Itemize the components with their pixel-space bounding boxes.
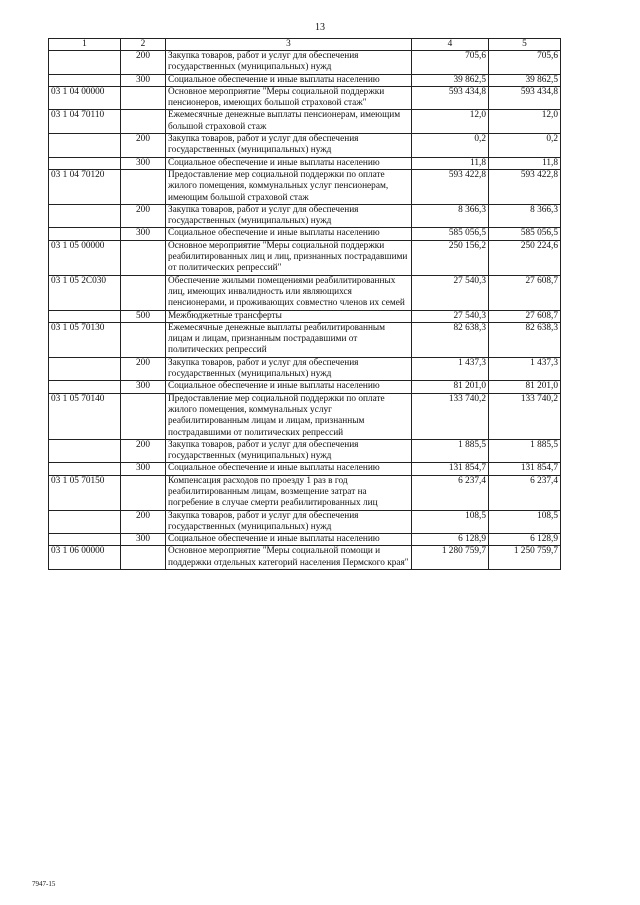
target-code-cell: 03 1 05 70130	[49, 322, 121, 357]
expense-type-cell: 200	[121, 134, 166, 158]
target-code-cell	[49, 228, 121, 240]
table-row	[49, 240, 561, 275]
expense-type-cell: 300	[121, 157, 166, 169]
amount-col5-cell: 6 128,9	[489, 534, 561, 546]
amount-col4-cell: 27 540,3	[412, 310, 489, 322]
amount-col4-cell: 27 540,3	[412, 275, 489, 310]
table-row	[49, 204, 561, 228]
header-cell-1: 1	[49, 39, 121, 51]
amount-col4-cell: 8 366,3	[412, 204, 489, 228]
target-code-cell	[49, 204, 121, 228]
amount-col5-cell: 82 638,3	[489, 322, 561, 357]
amount-col4-cell: 0,2	[412, 134, 489, 158]
target-code-cell: 03 1 06 00000	[49, 546, 121, 570]
table-row	[49, 134, 561, 158]
item-name-cell: Закупка товаров, работ и услуг для обеспечения государственных (муниципальных) нужд	[166, 204, 412, 228]
amount-col5-cell: 27 608,7	[489, 275, 561, 310]
amount-col4-cell: 1 280 759,7	[412, 546, 489, 570]
table-row	[49, 322, 561, 357]
item-name-cell: Основное мероприятие "Меры социальной помощи и поддержки отдельных категорий населения Пермского края"	[166, 546, 412, 570]
table-row	[49, 74, 561, 86]
expense-type-cell	[121, 275, 166, 310]
expense-type-cell: 300	[121, 534, 166, 546]
item-name-cell: Межбюджетные трансферты	[166, 310, 412, 322]
amount-col5-cell: 39 862,5	[489, 74, 561, 86]
amount-col4-cell: 11,8	[412, 157, 489, 169]
item-name-cell: Социальное обеспечение и иные выплаты населению	[166, 381, 412, 393]
amount-col5-cell: 8 366,3	[489, 204, 561, 228]
item-name-cell: Основное мероприятие "Меры социальной поддержки пенсионеров, имеющих большой страховой стаж"	[166, 86, 412, 110]
amount-col5-cell: 11,8	[489, 157, 561, 169]
amount-col5-cell: 6 237,4	[489, 475, 561, 510]
amount-col5-cell: 250 224,6	[489, 240, 561, 275]
target-code-cell	[49, 381, 121, 393]
item-name-cell: Предоставление мер социальной поддержки по оплате жилого помещения, коммунальных услуг реабилитированным лицам и лицам, признанным пострадавшими от политических репрессий	[166, 393, 412, 439]
header-cell-2: 2	[121, 39, 166, 51]
amount-col4-cell: 585 056,5	[412, 228, 489, 240]
table-row	[49, 275, 561, 310]
amount-col4-cell: 39 862,5	[412, 74, 489, 86]
amount-col4-cell: 81 201,0	[412, 381, 489, 393]
expense-type-cell: 200	[121, 51, 166, 75]
target-code-cell	[49, 74, 121, 86]
item-name-cell: Закупка товаров, работ и услуг для обеспечения государственных (муниципальных) нужд	[166, 134, 412, 158]
expense-type-cell: 300	[121, 463, 166, 475]
target-code-cell: 03 1 04 70120	[49, 169, 121, 204]
item-name-cell: Социальное обеспечение и иные выплаты населению	[166, 534, 412, 546]
expense-type-cell: 300	[121, 74, 166, 86]
amount-col5-cell: 27 608,7	[489, 310, 561, 322]
item-name-cell: Социальное обеспечение и иные выплаты населению	[166, 157, 412, 169]
item-name-cell: Компенсация расходов по проезду 1 раз в год реабилитированным лицам, возмещение затрат на погребение в случае смерти реабилитированных лиц	[166, 475, 412, 510]
item-name-cell: Закупка товаров, работ и услуг для обеспечения государственных (муниципальных) нужд	[166, 510, 412, 534]
amount-col5-cell: 0,2	[489, 134, 561, 158]
header-row	[49, 39, 561, 51]
amount-col5-cell: 585 056,5	[489, 228, 561, 240]
table-row	[49, 381, 561, 393]
amount-col5-cell: 81 201,0	[489, 381, 561, 393]
amount-col4-cell: 131 854,7	[412, 463, 489, 475]
target-code-cell: 03 1 05 70140	[49, 393, 121, 439]
table-row	[49, 439, 561, 463]
budget-table	[48, 38, 561, 570]
amount-col4-cell: 6 237,4	[412, 475, 489, 510]
table-row	[49, 169, 561, 204]
amount-col4-cell: 593 434,8	[412, 86, 489, 110]
expense-type-cell: 500	[121, 310, 166, 322]
table-row	[49, 157, 561, 169]
header-cell-3: 3	[166, 39, 412, 51]
table-row	[49, 110, 561, 134]
target-code-cell	[49, 51, 121, 75]
amount-col4-cell: 133 740,2	[412, 393, 489, 439]
expense-type-cell	[121, 169, 166, 204]
table-row	[49, 86, 561, 110]
amount-col5-cell: 1 885,5	[489, 439, 561, 463]
table-row	[49, 310, 561, 322]
amount-col4-cell: 705,6	[412, 51, 489, 75]
amount-col4-cell: 6 128,9	[412, 534, 489, 546]
item-name-cell: Ежемесячные денежные выплаты реабилитированным лицам и лицам, признанным пострадавшими от политических репрессий	[166, 322, 412, 357]
table-row	[49, 228, 561, 240]
table-row	[49, 510, 561, 534]
amount-col5-cell: 12,0	[489, 110, 561, 134]
target-code-cell	[49, 357, 121, 381]
target-code-cell: 03 1 04 00000	[49, 86, 121, 110]
table-row	[49, 546, 561, 570]
table-row	[49, 475, 561, 510]
header-cell-5: 5	[489, 39, 561, 51]
target-code-cell	[49, 134, 121, 158]
amount-col4-cell: 593 422,8	[412, 169, 489, 204]
target-code-cell	[49, 463, 121, 475]
target-code-cell	[49, 157, 121, 169]
amount-col4-cell: 1 437,3	[412, 357, 489, 381]
header-cell-4: 4	[412, 39, 489, 51]
amount-col5-cell: 108,5	[489, 510, 561, 534]
amount-col4-cell: 1 885,5	[412, 439, 489, 463]
table-row	[49, 534, 561, 546]
item-name-cell: Социальное обеспечение и иные выплаты населению	[166, 228, 412, 240]
item-name-cell: Закупка товаров, работ и услуг для обеспечения государственных (муниципальных) нужд	[166, 51, 412, 75]
amount-col4-cell: 108,5	[412, 510, 489, 534]
amount-col4-cell: 82 638,3	[412, 322, 489, 357]
expense-type-cell: 200	[121, 439, 166, 463]
table-row	[49, 51, 561, 75]
amount-col4-cell: 250 156,2	[412, 240, 489, 275]
expense-type-cell	[121, 546, 166, 570]
expense-type-cell: 200	[121, 357, 166, 381]
target-code-cell: 03 1 05 70150	[49, 475, 121, 510]
page-number: 13	[315, 22, 325, 33]
amount-col5-cell: 705,6	[489, 51, 561, 75]
expense-type-cell: 300	[121, 381, 166, 393]
target-code-cell: 03 1 04 70110	[49, 110, 121, 134]
amount-col5-cell: 131 854,7	[489, 463, 561, 475]
expense-type-cell: 300	[121, 228, 166, 240]
item-name-cell: Основное мероприятие "Меры социальной поддержки реабилитированных лиц и лиц, признанных пострадавшими от политических репрессий"	[166, 240, 412, 275]
table-row	[49, 463, 561, 475]
amount-col4-cell: 12,0	[412, 110, 489, 134]
footer-code: 7947-15	[32, 880, 56, 888]
expense-type-cell: 200	[121, 204, 166, 228]
amount-col5-cell: 593 422,8	[489, 169, 561, 204]
item-name-cell: Социальное обеспечение и иные выплаты населению	[166, 463, 412, 475]
amount-col5-cell: 133 740,2	[489, 393, 561, 439]
expense-type-cell	[121, 86, 166, 110]
amount-col5-cell: 1 437,3	[489, 357, 561, 381]
item-name-cell: Закупка товаров, работ и услуг для обеспечения государственных (муниципальных) нужд	[166, 357, 412, 381]
table-row	[49, 357, 561, 381]
item-name-cell: Предоставление мер социальной поддержки по оплате жилого помещения, коммунальных услуг пенсионерам, имеющим большой страховой стаж	[166, 169, 412, 204]
expense-type-cell: 200	[121, 510, 166, 534]
table-row	[49, 393, 561, 439]
expense-type-cell	[121, 393, 166, 439]
item-name-cell: Закупка товаров, работ и услуг для обеспечения государственных (муниципальных) нужд	[166, 439, 412, 463]
expense-type-cell	[121, 240, 166, 275]
item-name-cell: Социальное обеспечение и иные выплаты населению	[166, 74, 412, 86]
target-code-cell: 03 1 05 2С030	[49, 275, 121, 310]
target-code-cell: 03 1 05 00000	[49, 240, 121, 275]
item-name-cell: Ежемесячные денежные выплаты пенсионерам, имеющим большой страховой стаж	[166, 110, 412, 134]
target-code-cell	[49, 510, 121, 534]
expense-type-cell	[121, 110, 166, 134]
expense-type-cell	[121, 475, 166, 510]
target-code-cell	[49, 439, 121, 463]
table-body	[49, 51, 561, 570]
expense-type-cell	[121, 322, 166, 357]
target-code-cell	[49, 310, 121, 322]
amount-col5-cell: 593 434,8	[489, 86, 561, 110]
item-name-cell: Обеспечение жилыми помещениями реабилитированных лиц, имеющих инвалидность или являющихся пенсионерами, и проживающих совместно членов их семей	[166, 275, 412, 310]
target-code-cell	[49, 534, 121, 546]
amount-col5-cell: 1 250 759,7	[489, 546, 561, 570]
